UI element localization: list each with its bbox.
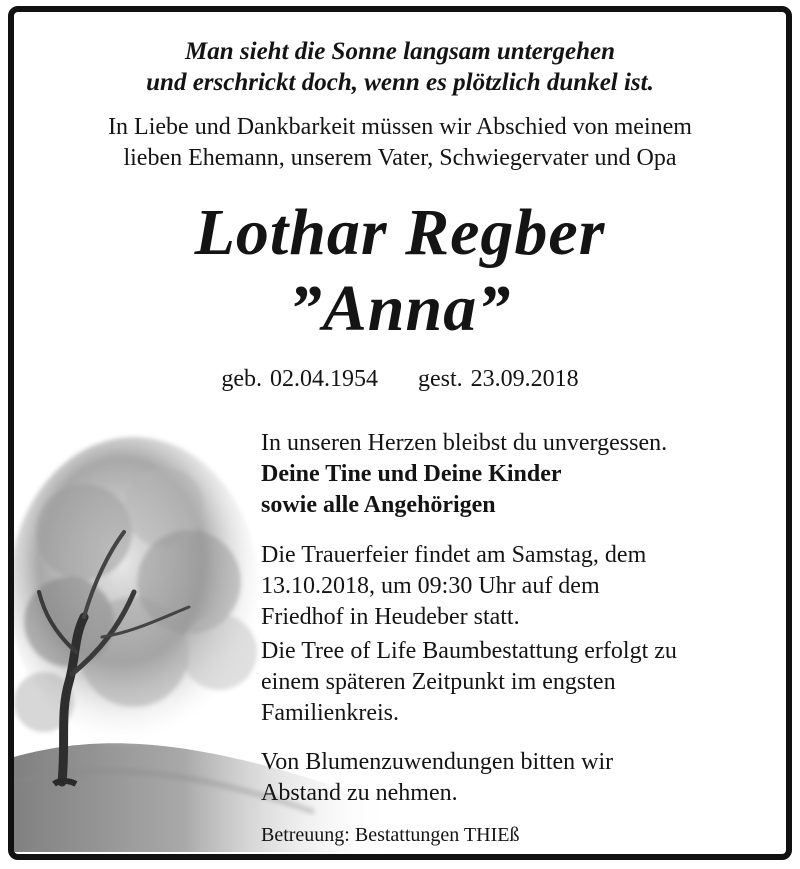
life-dates [14,364,786,394]
remembrance-line: In unseren Herzen bleibst du unvergessen. [261,430,668,456]
death-date: gest. 23.09.2018 [417,366,579,392]
intro-line: In Liebe und Dankbarkeit müssen wir Abschied von meinem [108,114,692,140]
obituary-frame [8,6,792,860]
funeral-line: Die Trauerfeier findet am Samstag, dem [261,542,647,568]
burial-line: Familienkreis. [261,700,399,726]
mourners-line: sowie alle Angehörigen [261,492,496,518]
deceased-name-block [14,195,786,347]
motto-quote [14,36,786,98]
burial-info [261,636,781,729]
motto-line: Man sieht die Sonne langsam untergehen [185,38,615,65]
flowers-line: Von Blumenzuwendungen bitten wir [261,749,614,775]
flowers-note [261,747,781,809]
birth-date: geb. 02.04.1954 [221,366,378,392]
funeral-home-credit: Betreuung: Bestattungen THIEß [261,824,520,846]
funeral-info [261,540,781,633]
deceased-nickname: ”Anna” [288,272,512,345]
mourners-line: Deine Tine und Deine Kinder [261,461,562,487]
intro-line: lieben Ehemann, unserem Vater, Schwiegervater und Opa [123,145,677,171]
burial-line: einem späteren Zeitpunkt im engsten [261,669,616,695]
intro-text [14,112,786,174]
deceased-name: Lothar Regber [194,196,606,269]
mourners-block [261,428,781,521]
motto-line: und erschrickt doch, wenn es plötzlich dunkel ist. [146,69,654,96]
funeral-line: Friedhof in Heudeber statt. [261,604,520,630]
flowers-line: Abstand zu nehmen. [261,780,458,806]
burial-line: Die Tree of Life Baumbestattung erfolgt zu [261,638,677,664]
funeral-line: 13.10.2018, um 09:30 Uhr auf dem [261,573,600,599]
